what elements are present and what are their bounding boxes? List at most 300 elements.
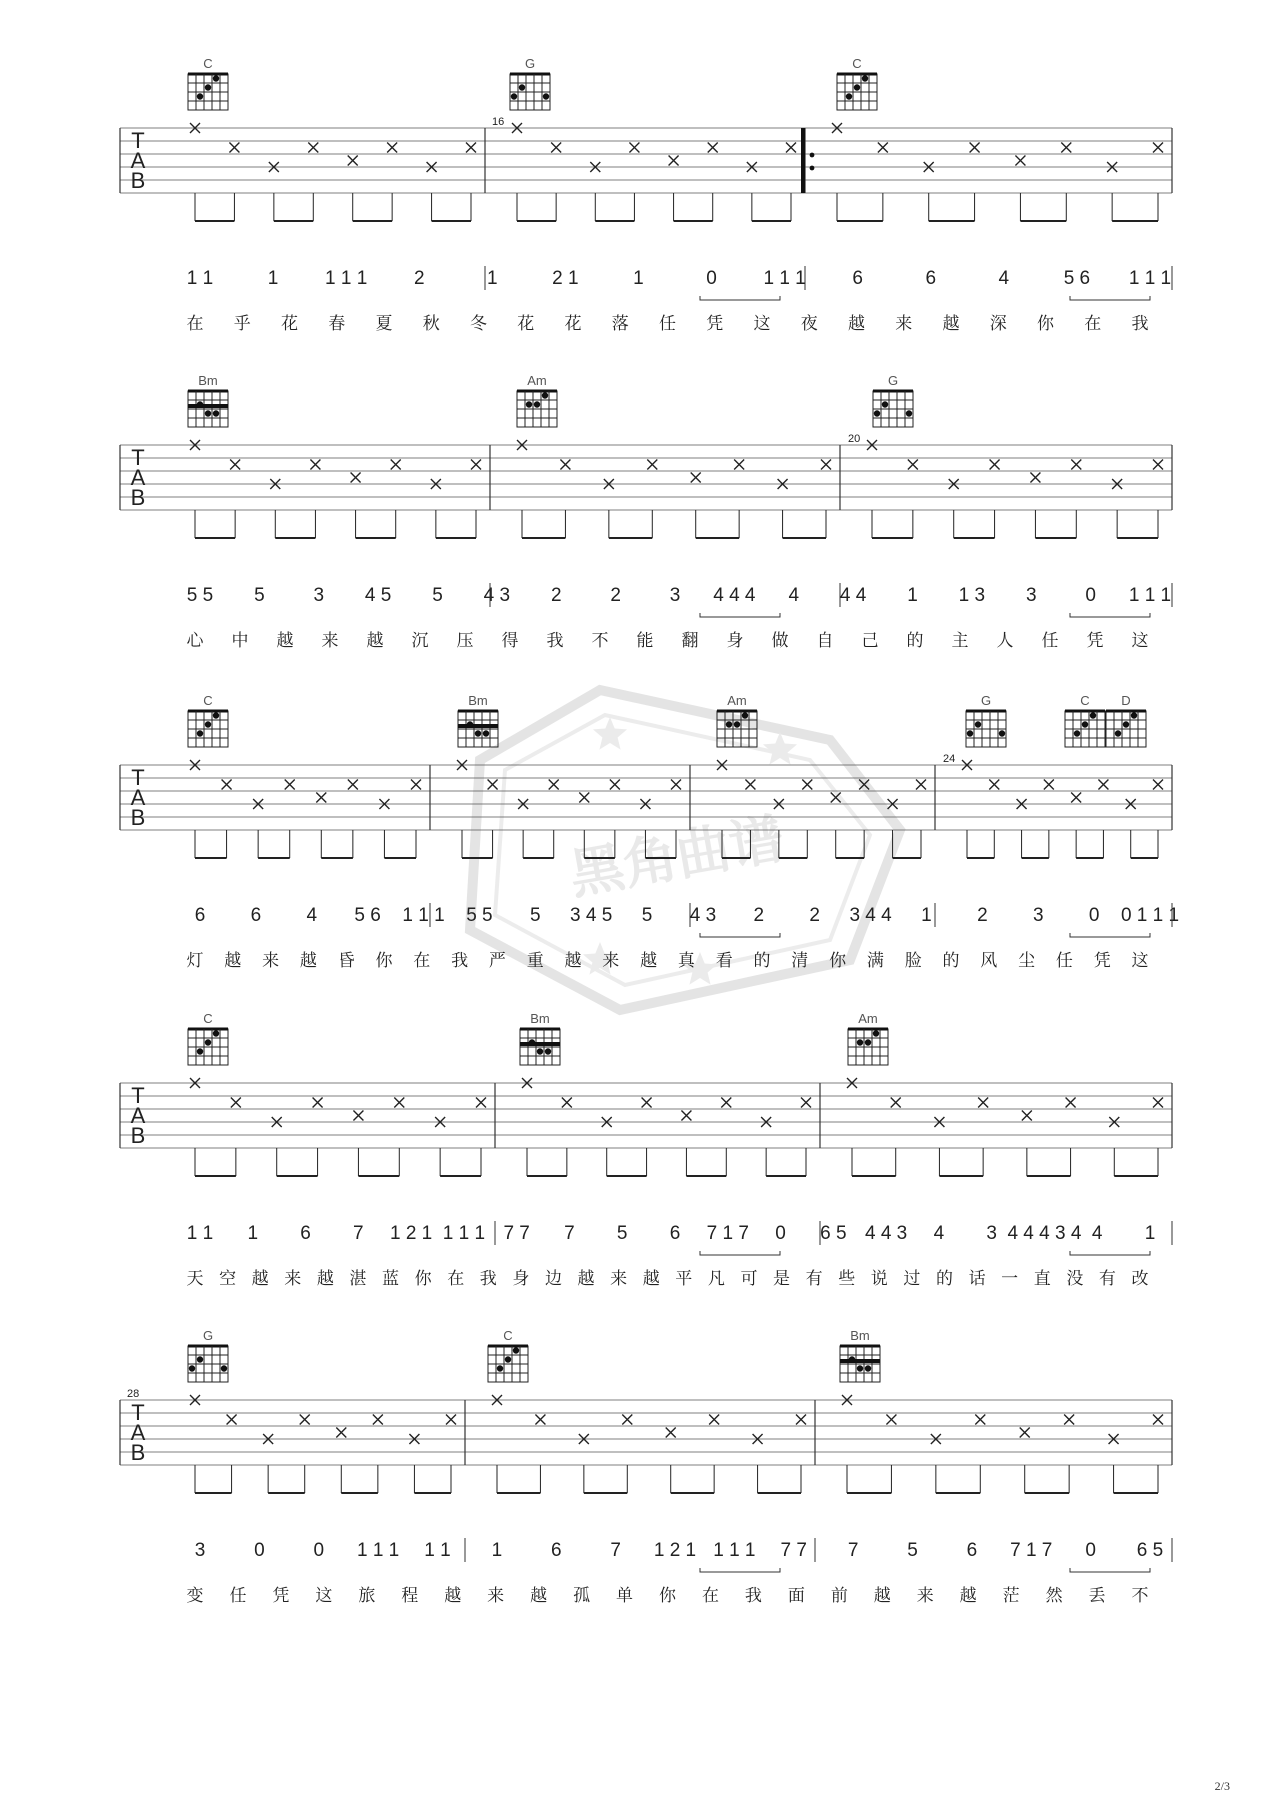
jianpu-note: 1 1: [186, 268, 214, 289]
strum-mark: [336, 1428, 346, 1438]
strum-mark: [629, 143, 639, 153]
strum-mark: [642, 1098, 652, 1108]
chord-diagram: [517, 373, 557, 427]
lyric-char: 在: [701, 1586, 719, 1606]
strum-mark: [1044, 780, 1054, 790]
strum-mark: [229, 143, 239, 153]
tab-clef-letter: A: [130, 465, 146, 490]
strum-mark: [300, 1415, 310, 1425]
watermark-text: 黑角曲谱: [564, 807, 789, 907]
chord-name-label: C: [503, 1328, 513, 1343]
strum-mark: [466, 143, 476, 153]
chord-dot: [999, 730, 1005, 736]
lyric-char: 在: [447, 1269, 465, 1289]
jianpu-note: 7 7: [780, 1540, 807, 1561]
chord-dot: [543, 93, 549, 99]
strum-mark: [1022, 1111, 1032, 1121]
chord-name-label: Am: [858, 1011, 878, 1026]
strum-mark: [975, 1415, 985, 1425]
jianpu-note: 1: [247, 1223, 259, 1244]
lyric-char: 风: [980, 951, 998, 971]
lyric-char: 程: [401, 1586, 419, 1606]
tab-clef-letter: T: [131, 445, 145, 470]
jianpu-note: 4 4 4: [713, 585, 756, 606]
chord-name-label: C: [203, 693, 213, 708]
lyric-char: 的: [906, 631, 924, 651]
strum-mark: [411, 780, 421, 790]
chord-dot: [542, 392, 548, 398]
lyric-char: 前: [830, 1586, 848, 1606]
chord-dot: [857, 1365, 863, 1371]
lyric-char: 这: [1131, 631, 1149, 651]
lyric-char: 清: [791, 951, 809, 971]
chord-dot: [197, 401, 203, 407]
lyric-char: 越: [224, 951, 242, 971]
strum-mark: [313, 1098, 323, 1108]
jianpu-note: 2: [610, 585, 621, 606]
jianpu-note: 3: [1032, 905, 1044, 926]
triplet-bracket: [700, 933, 780, 937]
tab-clef-letter: T: [131, 128, 145, 153]
chord-diagram: [837, 56, 877, 110]
lyric-char: 秋: [422, 314, 440, 334]
tab-clef-letter: B: [130, 485, 146, 510]
tab-clef-letter: A: [130, 1420, 146, 1445]
lyric-char: 身: [512, 1269, 530, 1289]
strum-mark: [622, 1415, 632, 1425]
jianpu-note: 7 1 7: [1010, 1540, 1053, 1561]
lyric-char: 我: [1131, 314, 1149, 334]
strum-mark: [745, 780, 755, 790]
lyric-char: 越: [640, 951, 658, 971]
lyric-char: 你: [414, 1269, 432, 1289]
lyric-char: 不: [591, 631, 609, 651]
lyric-char: 能: [636, 631, 654, 651]
lyric-char: 冬: [470, 314, 487, 334]
chord-diagram: [488, 1328, 528, 1382]
chord-dot: [197, 730, 203, 736]
lyric-char: 得: [501, 631, 519, 651]
lyric-char: 越: [316, 1269, 334, 1289]
jianpu-note: 0: [775, 1223, 786, 1244]
strum-mark: [990, 460, 1000, 470]
chord-diagram: [1106, 693, 1146, 747]
measure-number: 24: [943, 753, 956, 765]
chord-name-label: Bm: [530, 1011, 550, 1026]
strum-mark: [1153, 1098, 1163, 1108]
lyric-char: 越: [942, 314, 960, 334]
strum-mark: [373, 1415, 383, 1425]
jianpu-note: 6: [550, 1540, 562, 1561]
tab-clef-letter: B: [130, 1123, 146, 1148]
lyric-char: 越: [299, 951, 317, 971]
lyric-char: 天: [186, 1269, 204, 1289]
chord-dot: [213, 75, 219, 81]
strum-mark: [886, 1415, 896, 1425]
chord-dot: [497, 1365, 503, 1371]
strum-mark: [796, 1415, 806, 1425]
strum-mark: [734, 460, 744, 470]
lyric-char: 做: [771, 631, 789, 651]
jianpu-note: 3: [1025, 585, 1037, 606]
chord-dot: [865, 1365, 871, 1371]
lyric-char: 湛: [349, 1269, 367, 1289]
chord-dot: [213, 712, 219, 718]
lyric-char: 主: [951, 631, 969, 651]
lyric-char: 平: [675, 1269, 693, 1289]
triplet-bracket: [700, 1251, 780, 1255]
tab-clef-letter: A: [130, 785, 146, 810]
jianpu-note: 2: [977, 905, 988, 926]
chord-barre: [458, 724, 498, 728]
jianpu-note: 1 2 1: [653, 1540, 697, 1561]
lyric-char: 这: [315, 1586, 333, 1606]
jianpu-note: 1 1 1: [442, 1223, 486, 1244]
lyric-char: 夏: [375, 314, 393, 334]
jianpu-note: 0: [706, 268, 717, 289]
jianpu-note: 4 3: [689, 905, 717, 926]
chord-dot: [511, 93, 517, 99]
strum-mark: [351, 473, 361, 483]
lyric-char: 满: [866, 951, 884, 971]
lyric-char: 没: [1066, 1269, 1084, 1289]
chord-name-label: C: [203, 1011, 213, 1026]
jianpu-note: 4 4: [839, 585, 867, 606]
strum-mark: [310, 460, 320, 470]
lyric-char: 昏: [337, 951, 355, 971]
chord-dot: [865, 1039, 871, 1045]
lyric-char: 的: [935, 1269, 953, 1289]
chord-name-label: Am: [527, 373, 547, 388]
triplet-bracket: [1070, 1251, 1150, 1255]
chord-dot: [197, 93, 203, 99]
lyric-char: 旅: [358, 1586, 376, 1606]
lyric-char: 越: [276, 631, 294, 651]
strum-mark: [308, 143, 318, 153]
lyric-char: 变: [186, 1586, 204, 1606]
lyric-char: 你: [659, 1586, 676, 1606]
jianpu-note: 7 7: [503, 1223, 530, 1244]
jianpu-note: 0: [1085, 585, 1096, 606]
jianpu-note: 5: [907, 1540, 918, 1561]
lyric-char: 任: [1041, 631, 1059, 651]
chord-diagram: [520, 1011, 560, 1065]
chord-dot: [197, 1048, 203, 1054]
jianpu-note: 4 4 4 3 4: [1007, 1223, 1082, 1244]
lyric-char: 心: [186, 631, 204, 651]
chord-dot: [734, 721, 740, 727]
chord-dot: [1131, 712, 1137, 718]
tab-clef-letter: A: [130, 148, 146, 173]
chord-name-label: Bm: [198, 373, 218, 388]
chord-name-label: C: [203, 56, 213, 71]
chord-dot: [1074, 730, 1080, 736]
lyric-char: 凡: [707, 1269, 725, 1289]
jianpu-note: 4 5: [364, 585, 392, 606]
lyric-char: 你: [829, 951, 847, 971]
chord-barre: [188, 404, 228, 408]
jianpu-note: 4: [1091, 1223, 1103, 1244]
jianpu-note: 6 5: [1136, 1540, 1164, 1561]
chord-dot: [1115, 730, 1121, 736]
tab-clef-letter: B: [130, 1440, 146, 1465]
lyric-char: 自: [816, 631, 834, 651]
strum-mark: [709, 1415, 719, 1425]
chord-name-label: G: [524, 56, 536, 71]
lyric-char: 面: [787, 1586, 805, 1606]
strum-mark: [551, 143, 561, 153]
triplet-bracket: [1070, 296, 1150, 300]
tab-clef-letter: A: [130, 1103, 146, 1128]
chord-dot: [846, 93, 852, 99]
jianpu-note: 4: [788, 585, 800, 606]
measure-number: 28: [127, 1388, 140, 1400]
lyric-char: 不: [1131, 1586, 1149, 1606]
jianpu-note: 6: [669, 1223, 681, 1244]
lyric-char: 尘: [1018, 951, 1036, 971]
triplet-bracket: [1070, 1568, 1150, 1572]
chord-dot: [526, 401, 532, 407]
chord-name-label: Bm: [468, 693, 488, 708]
strum-mark: [488, 780, 498, 790]
lyric-char: 任: [1055, 951, 1073, 971]
strum-mark: [394, 1098, 404, 1108]
lyric-char: 中: [231, 631, 249, 651]
chord-dot: [537, 1048, 543, 1054]
strum-mark: [1015, 156, 1025, 166]
strum-mark: [535, 1415, 545, 1425]
strum-mark: [471, 460, 481, 470]
chord-dot: [529, 1039, 535, 1045]
chord-dot: [967, 730, 973, 736]
strum-mark: [878, 143, 888, 153]
lyric-char: 越: [564, 951, 582, 971]
chord-dot: [205, 84, 211, 90]
lyric-char: 沉: [411, 631, 429, 651]
jianpu-note: 4: [998, 268, 1010, 289]
jianpu-note: 5: [254, 585, 265, 606]
chord-barre: [840, 1359, 880, 1363]
strum-mark: [316, 793, 326, 803]
lyric-char: 在: [186, 314, 204, 334]
page-number: 2/3: [1214, 1779, 1230, 1793]
lyric-char: 来: [262, 951, 280, 971]
strum-mark: [1098, 780, 1108, 790]
strum-mark: [476, 1098, 486, 1108]
lyric-char: 的: [753, 951, 771, 971]
jianpu-note: 2: [809, 905, 820, 926]
jianpu-note: 1: [633, 268, 644, 289]
lyric-char: 的: [942, 951, 960, 971]
lyric-char: 有: [805, 1269, 823, 1289]
strum-mark: [681, 1111, 691, 1121]
strum-mark: [230, 460, 240, 470]
chord-dot: [505, 1356, 511, 1362]
lyric-char: 来: [602, 951, 620, 971]
repeat-dot: [810, 166, 815, 171]
chord-name-label: Am: [727, 693, 747, 708]
strum-mark: [560, 460, 570, 470]
jianpu-note: 6: [250, 905, 262, 926]
chord-diagram: [873, 373, 913, 427]
chord-dot: [221, 1365, 227, 1371]
chord-barre: [520, 1042, 560, 1046]
chord-dot: [213, 410, 219, 416]
system-5: [120, 1328, 1172, 1606]
strum-mark: [708, 143, 718, 153]
strum-mark: [549, 780, 559, 790]
jianpu-note: 3: [986, 1223, 997, 1244]
triplet-bracket: [700, 613, 780, 617]
chord-diagram: [188, 693, 228, 747]
jianpu-note: 1: [491, 1540, 503, 1561]
lyric-char: 在: [413, 951, 431, 971]
lyric-char: 边: [544, 1269, 562, 1289]
jianpu-note: 1: [921, 905, 932, 926]
jianpu-note: 0: [1085, 1540, 1096, 1561]
chord-name-label: G: [202, 1328, 214, 1343]
strum-mark: [446, 1415, 456, 1425]
triplet-bracket: [700, 1568, 780, 1572]
chord-diagram: [1065, 693, 1105, 747]
lyric-char: 越: [530, 1586, 548, 1606]
lyric-char: 花: [517, 314, 535, 334]
jianpu-note: 1: [487, 268, 498, 289]
jianpu-note: 7 1 7: [706, 1223, 749, 1244]
chord-dot: [189, 1365, 195, 1371]
lyric-char: 蓝: [382, 1269, 400, 1289]
lyric-char: 你: [1037, 314, 1054, 334]
lyric-char: 春: [328, 314, 346, 334]
strum-mark: [786, 143, 796, 153]
strum-mark: [801, 1098, 811, 1108]
jianpu-note: 1: [267, 268, 279, 289]
strum-mark: [222, 780, 232, 790]
jianpu-note: 5 5: [466, 905, 493, 926]
chord-diagram: [188, 1328, 228, 1382]
lyric-char: 越: [959, 1586, 977, 1606]
strum-mark: [579, 793, 589, 803]
jianpu-note: 1 1 1: [356, 1540, 400, 1561]
strum-mark: [231, 1098, 241, 1108]
system-1: [120, 56, 1172, 334]
chord-dot: [882, 401, 888, 407]
lyric-char: 我: [546, 631, 564, 651]
strum-mark: [891, 1098, 901, 1108]
chord-dot: [862, 75, 868, 81]
strum-mark: [666, 1428, 676, 1438]
jianpu-note: 0: [1088, 905, 1100, 926]
jianpu-note: 6: [194, 905, 206, 926]
lyric-char: 来: [916, 1586, 934, 1606]
lyric-char: 灯: [186, 951, 204, 971]
chord-diagram: [188, 373, 228, 427]
chord-dot: [849, 1356, 855, 1362]
chord-diagram: [510, 56, 550, 110]
jianpu-note: 1 1 1: [713, 1540, 756, 1561]
jianpu-note: 1 2 1: [389, 1223, 433, 1244]
jianpu-note: 6: [852, 268, 863, 289]
strum-mark: [1153, 460, 1163, 470]
strum-mark: [1071, 793, 1081, 803]
jianpu-note: 5: [641, 905, 653, 926]
tab-clef-letter: T: [131, 765, 145, 790]
jianpu-note: 4: [933, 1223, 945, 1244]
jianpu-note: 0: [313, 1540, 325, 1561]
strum-mark: [1066, 1098, 1076, 1108]
lyric-char: 来: [610, 1269, 628, 1289]
lyric-char: 重: [526, 951, 544, 971]
strum-mark: [1064, 1415, 1074, 1425]
lyric-char: 空: [219, 1269, 237, 1289]
lyric-char: 来: [487, 1586, 505, 1606]
lyric-char: 己: [861, 631, 879, 651]
jianpu-note: 4: [306, 905, 318, 926]
chord-dot: [205, 721, 211, 727]
chord-dot: [475, 730, 481, 736]
jianpu-note: 7: [847, 1540, 859, 1561]
lyric-char: 改: [1131, 1269, 1149, 1289]
triplet-bracket: [700, 296, 780, 300]
lyric-char: 凭: [272, 1586, 290, 1606]
lyric-char: 看: [715, 951, 733, 971]
jianpu-note: 6: [925, 268, 937, 289]
measure-number: 20: [848, 433, 861, 445]
lyric-char: 越: [444, 1586, 462, 1606]
chord-dot: [1082, 721, 1088, 727]
jianpu-note: 1 1 1: [325, 268, 368, 289]
chord-name-label: G: [887, 373, 899, 388]
jianpu-note: 1 1 1: [1128, 585, 1172, 606]
lyric-char: 严: [488, 951, 506, 971]
strum-mark: [227, 1415, 237, 1425]
tab-clef-letter: T: [131, 1083, 145, 1108]
lyric-char: 我: [451, 951, 469, 971]
lyric-char: 说: [870, 1269, 888, 1289]
chord-dot: [205, 410, 211, 416]
chord-dot: [857, 1039, 863, 1045]
lyric-char: 越: [642, 1269, 660, 1289]
lyric-char: 真: [677, 951, 695, 971]
jianpu-note: 7: [610, 1540, 621, 1561]
lyric-char: 这: [753, 314, 771, 334]
strum-mark: [348, 156, 358, 166]
lyric-char: 凭: [706, 314, 724, 334]
chord-dot: [483, 730, 489, 736]
lyric-char: 话: [968, 1269, 986, 1289]
measure-number: 16: [492, 116, 505, 128]
jianpu-note: 1 1: [424, 1540, 451, 1561]
jianpu-note: 3: [313, 585, 325, 606]
strum-mark: [562, 1098, 572, 1108]
chord-diagram: [458, 693, 498, 747]
jianpu-note: 5: [530, 905, 541, 926]
tab-clef-letter: T: [131, 1400, 145, 1425]
lyric-char: 直: [1033, 1269, 1051, 1289]
jianpu-note: 5: [616, 1223, 628, 1244]
jianpu-note: 1 1 1: [763, 268, 806, 289]
lyric-char: 过: [903, 1269, 921, 1289]
jianpu-note: 1: [907, 585, 918, 606]
jianpu-note: 3: [669, 585, 681, 606]
strum-mark: [669, 156, 679, 166]
lyric-char: 身: [726, 631, 744, 651]
jianpu-note: 3 4 4: [849, 905, 892, 926]
lyric-char: 来: [321, 631, 339, 651]
chord-dot: [467, 721, 473, 727]
lyric-char: 翻: [681, 631, 699, 651]
tab-clef-letter: B: [130, 805, 146, 830]
